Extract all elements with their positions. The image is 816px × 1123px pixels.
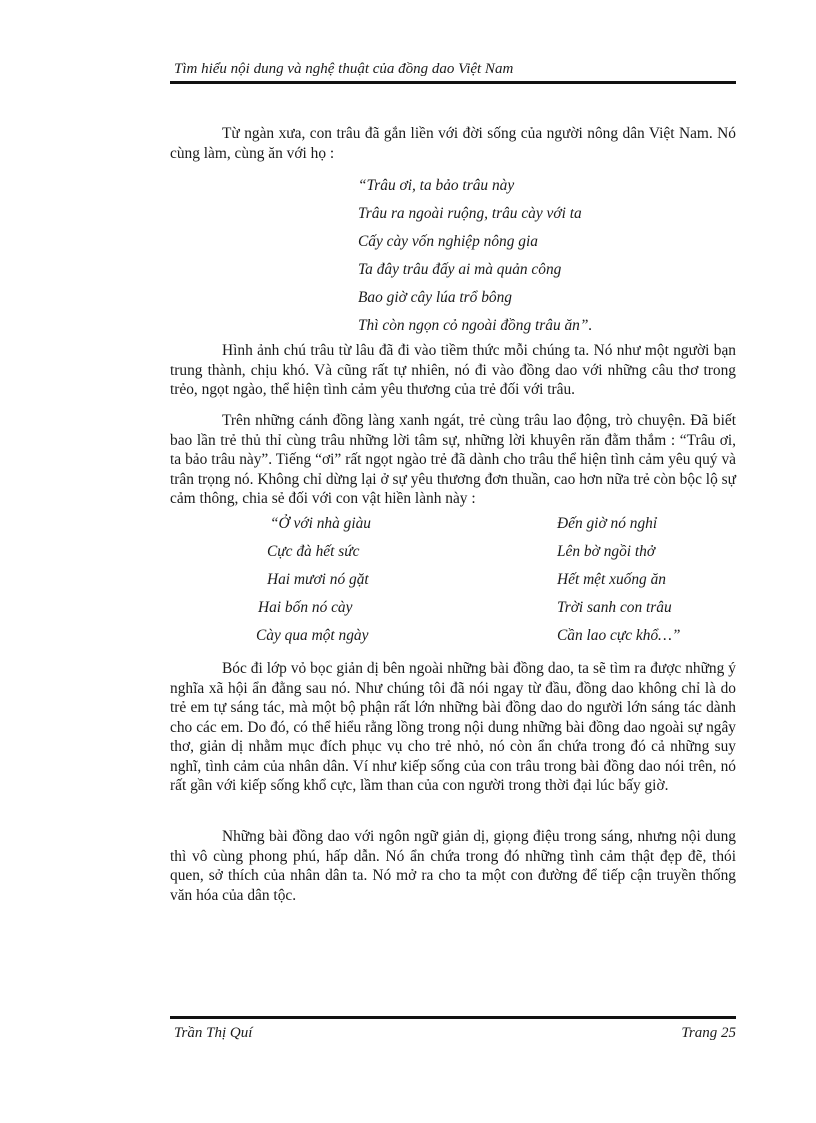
poem-line: Bao giờ cây lúa trổ bông [358, 289, 512, 306]
paragraph-2: Hình ảnh chú trâu từ lâu đã đi vào tiềm thức mỗi chúng ta. Nó như một người bạn trung thành, chịu khó. Và cũng rất tự nhiên, nó đi vào đồng dao với những câu thơ trong trẻo, ngọt ngào, thể hiện tình cảm yêu thương của trẻ đối với trâu. [170, 342, 736, 398]
poem-line: Trâu ra ngoài ruộng, trâu cày với ta [358, 205, 582, 222]
poem-line: “Trâu ơi, ta bảo trâu này [358, 177, 515, 194]
poem-line: Cấy cày vốn nghiệp nông gia [358, 233, 538, 250]
poem-left-line: Hai mươi nó gặt [267, 571, 369, 588]
poem-line: Ta đây trâu đấy ai mà quản công [358, 261, 562, 278]
poem-right-line: Trời sanh con trâu [557, 599, 672, 616]
footer-author: Trần Thị Quí [174, 1025, 253, 1041]
paragraph-4: Bóc đi lớp vỏ bọc giản dị bên ngoài những bài đồng dao, ta sẽ tìm ra được những ý nghĩa xã hội ẩn đằng sau nó. Như chúng tôi đã nói ngay từ đầu, đồng dao không chỉ là do trẻ em tự sáng tác, mà một bộ phận rất lớn những bài đồng dao do người lớn sáng tác dành cho các em. Do đó, có thể hiểu rằng lồng trong nội dung những bài đồng dao ngoài sự ngây thơ, giản dị nhằm mục đích phục vụ cho trẻ nhỏ, nó còn ẩn chứa trong đó cả những suy nghĩ, tình cảm của nhân dân. Ví như kiếp sống của con trâu trong bài đồng dao nói trên, nó rất gần với kiếp sống khổ cực, lầm than của con người trong thời đại lúc bấy giờ. [170, 660, 736, 794]
paragraph-5: Những bài đồng dao với ngôn ngữ giản dị, giọng điệu trong sáng, nhưng nội dung thì vô cùng phong phú, hấp dẫn. Nó ẩn chứa trong đó những tình cảm thật đẹp đẽ, thói quen, sở thích của nhân dân ta. Nó mở ra cho ta một con đường để tiếp cận truyền thống văn hóa của dân tộc. [170, 828, 736, 904]
footer-rule [170, 1016, 736, 1019]
paragraph-1: Từ ngàn xưa, con trâu đã gắn liền với đời sống của người nông dân Việt Nam. Nó cùng làm, cùng ăn với họ : [170, 125, 736, 162]
poem-buffalo-verse [358, 172, 592, 340]
poem-left-line: Cực đà hết sức [267, 543, 360, 560]
poem-left-line: Hai bốn nó cày [258, 599, 353, 616]
paragraph-3: Trên những cánh đồng làng xanh ngát, trẻ cùng trâu lao động, trò chuyện. Đã biết bao lần trẻ thủ thỉ cùng trâu những lời tâm sự, những lời khuyên răn đằm thắm : “Trâu ơi, ta bảo trâu này”. Tiếng “ơi” rất ngọt ngào trẻ đã dành cho trâu thể hiện tình cảm yêu quý và trân trọng nó. Không chỉ dừng lại ở sự yêu thương đơn thuần, cao hơn nữa trẻ còn bộc lộ sự cảm thông, chia sẻ đối với con vật hiền lành này : [170, 412, 736, 507]
poem-left-line: “Ở với nhà giàu [270, 515, 371, 532]
running-header-title: Tìm hiểu nội dung và nghệ thuật của đồng dao Việt Nam [174, 61, 514, 77]
poem-right-line: Lên bờ ngồi thở [557, 543, 656, 560]
poem-right-line: Cần lao cực khổ…” [557, 627, 681, 644]
poem-two-column [0, 515, 816, 655]
poem-left-line: Cày qua một ngày [256, 627, 369, 644]
page-number: Trang 25 [681, 1025, 736, 1041]
header-rule [170, 81, 736, 84]
poem-right-line: Đến giờ nó nghỉ [557, 515, 658, 532]
poem-line: Thì còn ngọn cỏ ngoài đồng trâu ăn”. [358, 317, 593, 334]
poem-right-line: Hết mệt xuống ăn [557, 571, 666, 588]
